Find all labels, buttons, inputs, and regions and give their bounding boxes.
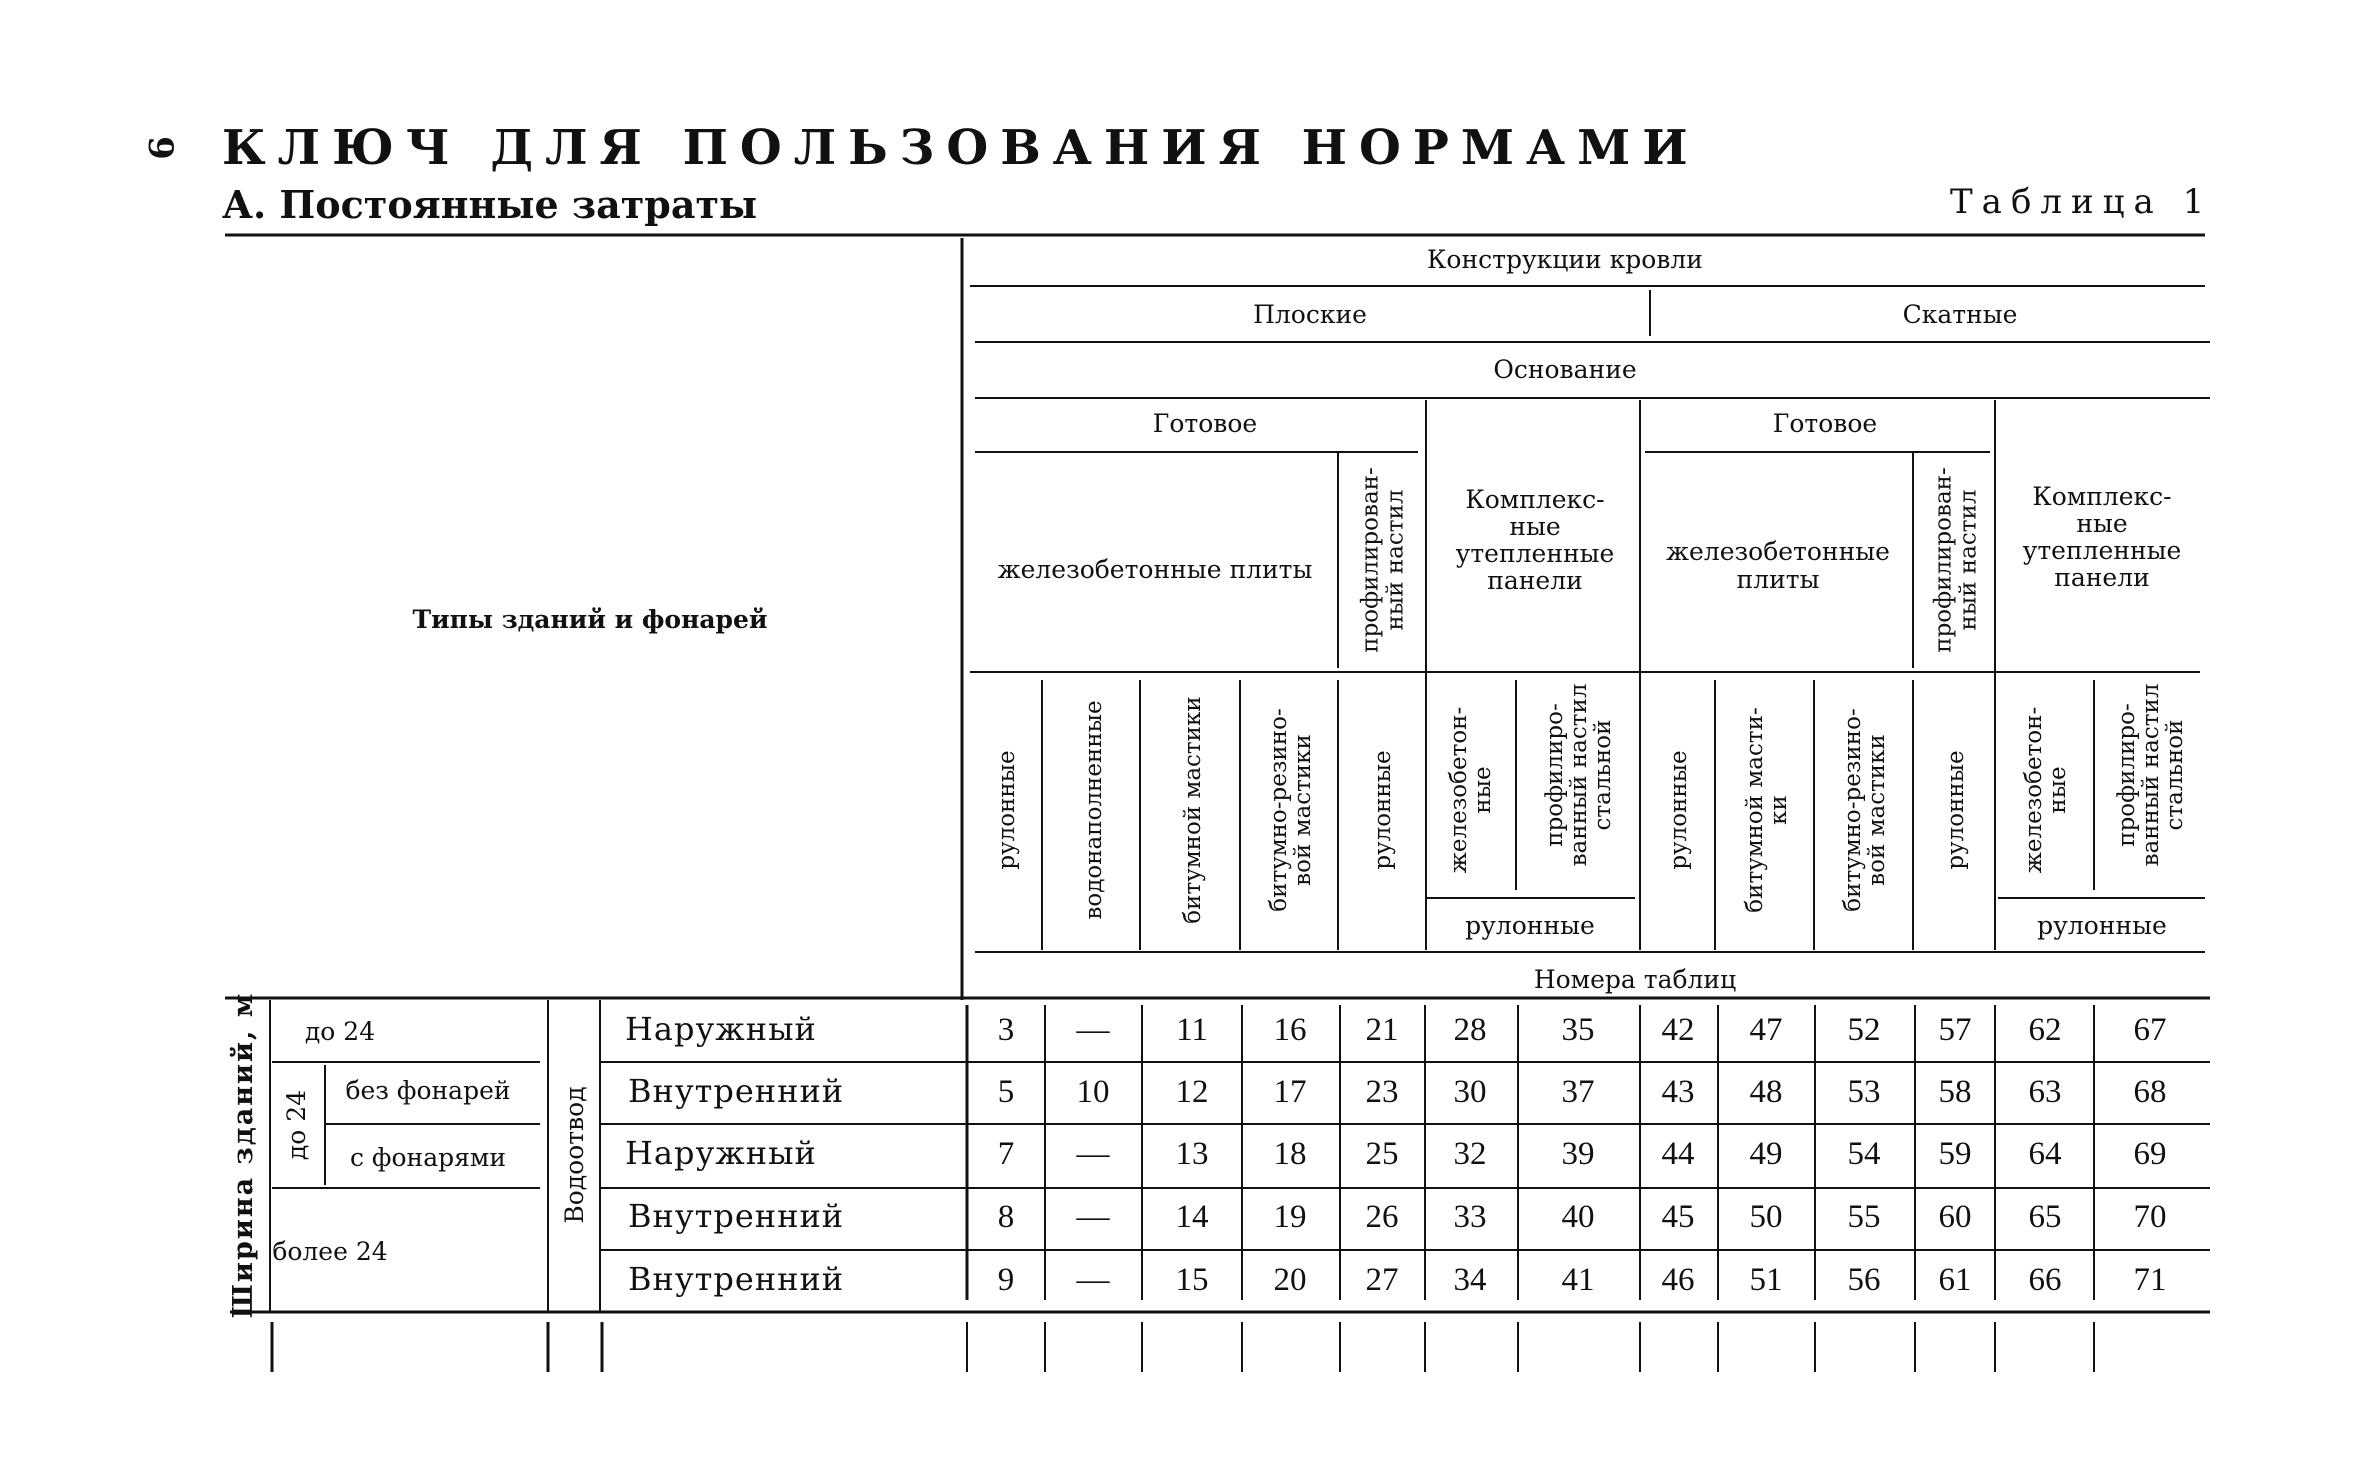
table-number-cell: 12 [1175,1074,1209,1110]
table-row [625,1134,2167,1172]
width-up24-inner-label: до 24 [282,1089,311,1161]
drain-type-cell: Наружный [625,1010,817,1048]
page-title: КЛЮЧ ДЛЯ ПОЛЬЗОВАНИЯ НОРМАМИ [222,120,1700,176]
drain-type-cell: Внутренний [628,1072,845,1110]
building-width-label: Ширина зданий, м [228,991,259,1319]
table-number-cell: 65 [2028,1199,2062,1235]
table-number-cell: 7 [997,1136,1015,1172]
column-label-13: профилиро-ванный настилстальной [2114,683,2188,867]
table-number-cell: 41 [1561,1262,1595,1298]
rc-slabs-flat-header: железобетонные плиты [997,555,1313,584]
table-number-cell: — [1076,1262,1110,1298]
table-number-cell: 17 [1273,1074,1307,1110]
table-number-cell: 43 [1661,1074,1695,1110]
column-label-10: битумно-резино-вой мастики [1840,708,1890,912]
table-number-cell: 67 [2133,1012,2167,1048]
table-number-cell: 18 [1273,1136,1307,1172]
table-number-cell: 44 [1661,1136,1695,1172]
table-number-cell: 53 [1847,1074,1881,1110]
table-number-cell: 26 [1365,1199,1399,1235]
table-row [628,1072,2167,1110]
table-number-cell: 52 [1847,1012,1881,1048]
table-number-cell: 46 [1661,1262,1695,1298]
table-number-cell: 25 [1365,1136,1399,1172]
table-number-cell: 69 [2133,1136,2167,1172]
table-row [628,1260,2167,1298]
profiled-deck-flat-header: профилирован-ный настил [1357,467,1409,653]
table-number-cell: 30 [1453,1074,1487,1110]
column-label-11: рулонные [1943,750,1969,870]
roof-constructions-header: Конструкции кровли [1427,245,1703,274]
table-number-cell: 50 [1749,1199,1783,1235]
table-number-cell: 51 [1749,1262,1783,1298]
flat-header: Плоские [1253,300,1367,329]
table-number-cell: 64 [2028,1136,2062,1172]
table-number-cell: 48 [1749,1074,1783,1110]
table-number-cell: 3 [997,1012,1015,1048]
table-number-cell: 34 [1453,1262,1487,1298]
table-number-cell: 8 [997,1199,1015,1235]
ready-pitched-header: Готовое [1772,409,1878,438]
table-number-cell: 49 [1749,1136,1783,1172]
column-label-7: профилиро-ванный настилстальной [1542,683,1616,867]
table-row [625,1010,2167,1048]
table-number-cell: 70 [2133,1199,2167,1235]
width-up24-label: до 24 [304,1017,376,1046]
drain-label: Водоотвод [560,1086,589,1224]
table-number-cell: 5 [997,1074,1015,1110]
rolled-pitched-label: рулонные [2037,911,2167,940]
column-label-9: битумной масти-ки [1742,707,1792,913]
table-number-cell: 60 [1938,1199,1972,1235]
rc-slabs-pitched-header: железобетонные плиты [1666,537,1890,594]
table-number-cell: 42 [1661,1012,1695,1048]
table-number-cell: 40 [1561,1199,1595,1235]
table-number-cell: 13 [1175,1136,1209,1172]
table-number-cell: 35 [1561,1012,1595,1048]
table-number-cell: — [1076,1012,1110,1048]
table-number-cell: 15 [1175,1262,1209,1298]
table-number-cell: 45 [1661,1199,1695,1235]
column-label-8: рулонные [1666,750,1692,870]
table-row [628,1197,2167,1235]
table-number-cell: 47 [1749,1012,1783,1048]
table-number-cell: 56 [1847,1262,1881,1298]
left-header: Типы зданий и фонарей [412,605,768,634]
table-number-cell: 54 [1847,1136,1881,1172]
table-number-cell: 20 [1273,1262,1307,1298]
table-number-cell: 28 [1453,1012,1487,1048]
page-number: 9 [140,136,180,160]
table-number-cell: 14 [1175,1199,1209,1235]
table-numbers-label: Номера таблиц [1533,965,1737,994]
ready-flat-header: Готовое [1152,409,1258,438]
column-label-5: рулонные [1370,750,1396,870]
table-number-cell: 16 [1273,1012,1307,1048]
table-number-cell: 55 [1847,1199,1881,1235]
drain-type-cell: Внутренний [628,1260,845,1298]
table-number-cell: 58 [1938,1074,1972,1110]
table-number-cell: 23 [1365,1074,1399,1110]
table-number-cell: 71 [2133,1262,2167,1298]
column-label-4: битумно-резино-вой мастики [1266,708,1316,912]
table-number-cell: 59 [1938,1136,1972,1172]
column-label-12: железобетон-ные [2021,706,2071,874]
table-number-cell: 32 [1453,1136,1487,1172]
section-title: А. Постоянные затраты [222,182,758,227]
table-number-cell: 37 [1561,1074,1595,1110]
table-number-cell: 62 [2028,1012,2062,1048]
table-number-cell: 33 [1453,1199,1487,1235]
table-number-cell: 63 [2028,1074,2062,1110]
table-number-cell: 57 [1938,1012,1972,1048]
no-lanterns-label: без фонарей [345,1076,511,1105]
width-over24-label: более 24 [272,1237,388,1266]
table-number-cell: — [1076,1199,1110,1235]
table-number-cell: 9 [997,1262,1015,1298]
drain-type-cell: Наружный [625,1134,817,1172]
complex-panels-flat-header: Комплекс-ные утепленные панели [1455,485,1615,595]
pitched-header: Скатные [1902,300,2018,329]
with-lanterns-label: с фонарями [349,1143,507,1172]
table-label: Таблица 1 [1950,182,2214,222]
table-number-cell: 61 [1938,1262,1972,1298]
table-number-cell: — [1076,1136,1110,1172]
table-number-cell: 11 [1176,1012,1208,1048]
table-number-cell: 10 [1076,1074,1110,1110]
table-number-cell: 19 [1273,1199,1307,1235]
profiled-deck-pitched-header: профилирован-ный настил [1930,467,1982,653]
rolled-flat-label: рулонные [1465,911,1595,940]
table-number-cell: 68 [2133,1074,2167,1110]
column-label-3: битумной мастики [1180,696,1206,924]
table-number-cell: 21 [1365,1012,1399,1048]
table-number-cell: 39 [1561,1136,1595,1172]
column-label-1: рулонные [994,750,1020,870]
complex-panels-pitched-header: Комплекс-ные утепленные панели [2022,482,2182,592]
column-label-2: водонаполненные [1081,700,1107,920]
table-number-cell: 66 [2028,1262,2062,1298]
table-number-cell: 27 [1365,1262,1399,1298]
drain-type-cell: Внутренний [628,1197,845,1235]
column-label-6: железобетон-ные [1446,706,1496,874]
base-header: Основание [1493,355,1637,384]
